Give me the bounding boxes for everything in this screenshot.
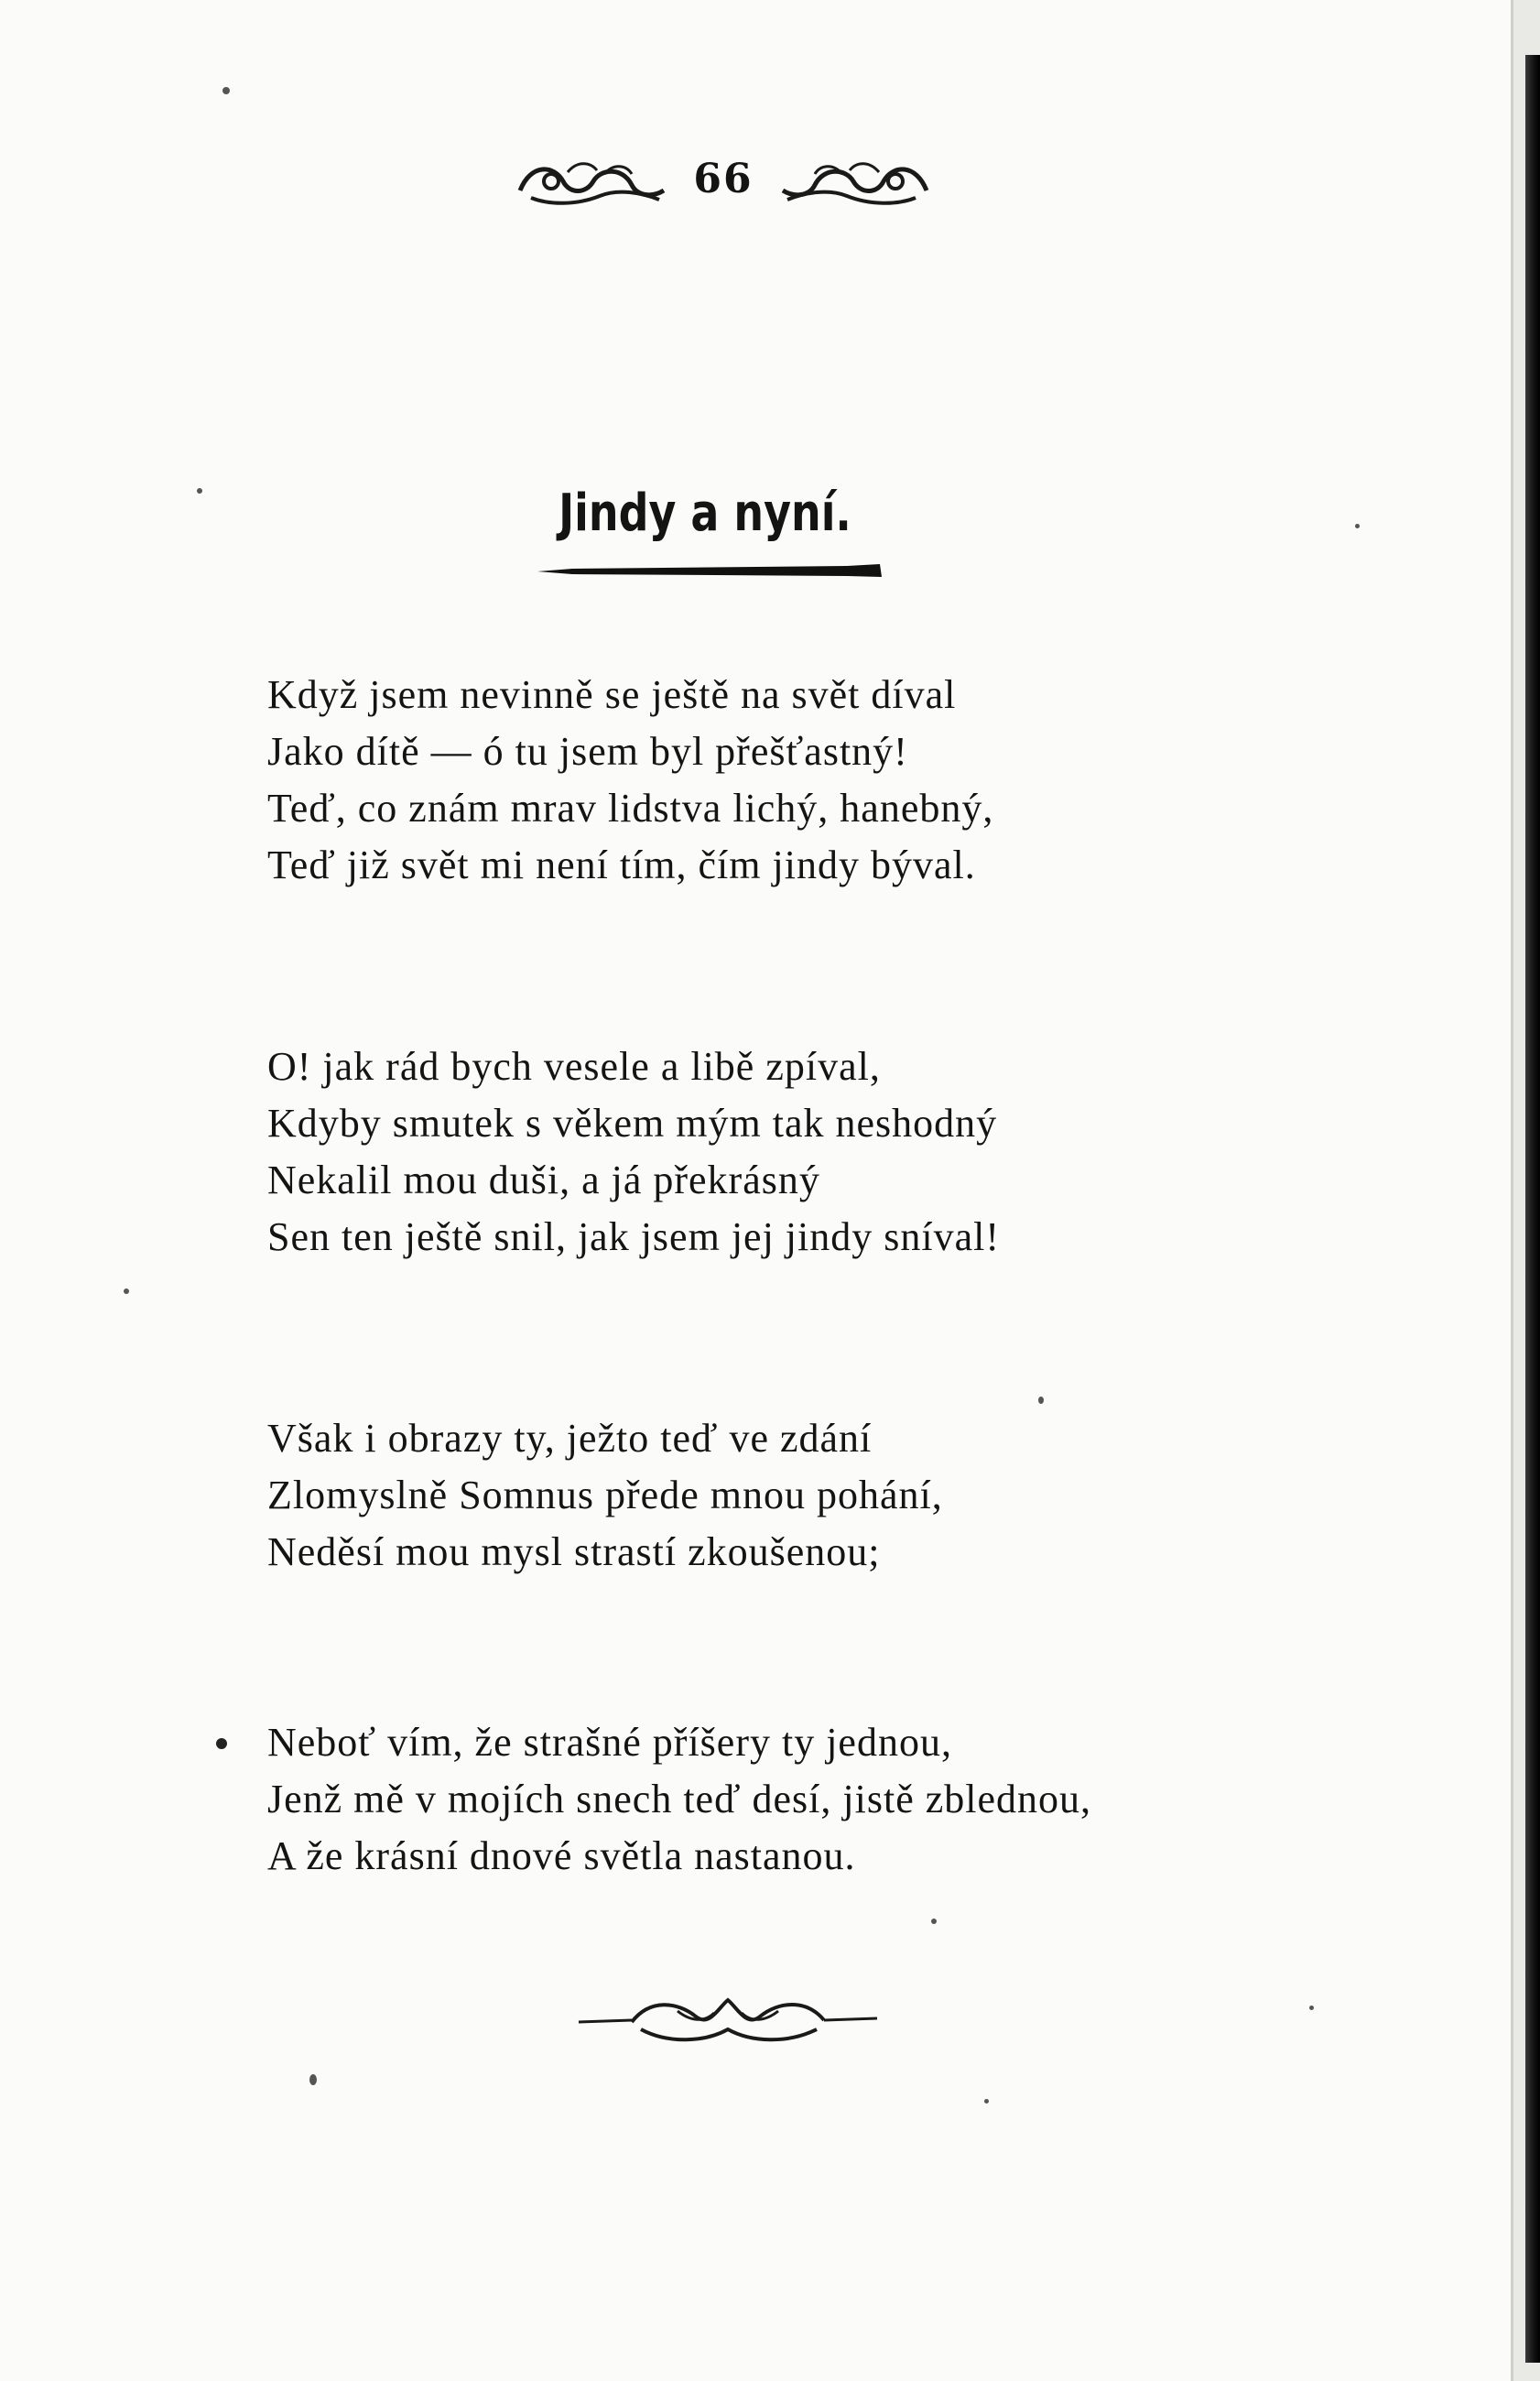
verse-line: Jako dítě — ó tu jsem byl přešťastný! <box>267 729 908 774</box>
tailpiece-ornament-icon <box>577 1989 879 2053</box>
verse-line: Teď již svět mi není tím, čím jindy býval. <box>267 843 976 887</box>
right-ornament-icon <box>778 154 934 209</box>
verse-line: Neděsí mou mysl strastí zkoušenou; <box>267 1529 881 1574</box>
verse-line: Kdyby smutek s věkem mým tak neshodný <box>267 1101 998 1146</box>
stanza-2 <box>267 1038 1000 1266</box>
verse-line: A že krásní dnové světla nastanou. <box>267 1833 856 1878</box>
left-ornament-icon <box>513 154 668 209</box>
verse-line: Neboť vím, že strašné příšery ty jednou, <box>267 1720 952 1765</box>
verse-line: Však i obrazy ty, ježto teď ve zdání <box>267 1416 873 1461</box>
page-edge <box>1525 55 1540 2363</box>
page-header <box>513 154 934 218</box>
speck <box>931 1919 937 1924</box>
speck <box>984 2099 989 2104</box>
speck <box>309 2074 317 2085</box>
speck <box>222 87 230 94</box>
speck <box>1309 2006 1314 2010</box>
verse-line: Když jsem nevinně se ještě na svět díval <box>267 672 957 717</box>
verse-line: Jenž mě v mojích snech teď desí, jistě zblednou, <box>267 1777 1092 1821</box>
verse-line: Sen ten ještě snil, jak jsem jej jindy sníval! <box>267 1214 1000 1259</box>
verse-line: Teď, co znám mrav lidstva lichý, hanebný, <box>267 786 994 831</box>
page-number: 66 <box>693 156 754 202</box>
title-rule-icon <box>536 560 884 582</box>
verse-line: Zlomyslně Somnus přede mnou pohání, <box>267 1473 943 1517</box>
bullet-dot-icon <box>216 1738 227 1749</box>
speck <box>197 488 202 494</box>
speck <box>1355 524 1360 528</box>
verse-line: Nekalil mou duši, a já překrásný <box>267 1158 820 1202</box>
poem-title: Jindy a nyní. <box>559 484 851 543</box>
stanza-1 <box>267 667 993 894</box>
stanza-4 <box>267 1714 1091 1885</box>
verse-line: O! jak rád bych vesele a libě zpíval, <box>267 1044 881 1089</box>
stanza-3 <box>267 1410 943 1581</box>
speck <box>124 1288 129 1294</box>
speck <box>1038 1397 1044 1404</box>
